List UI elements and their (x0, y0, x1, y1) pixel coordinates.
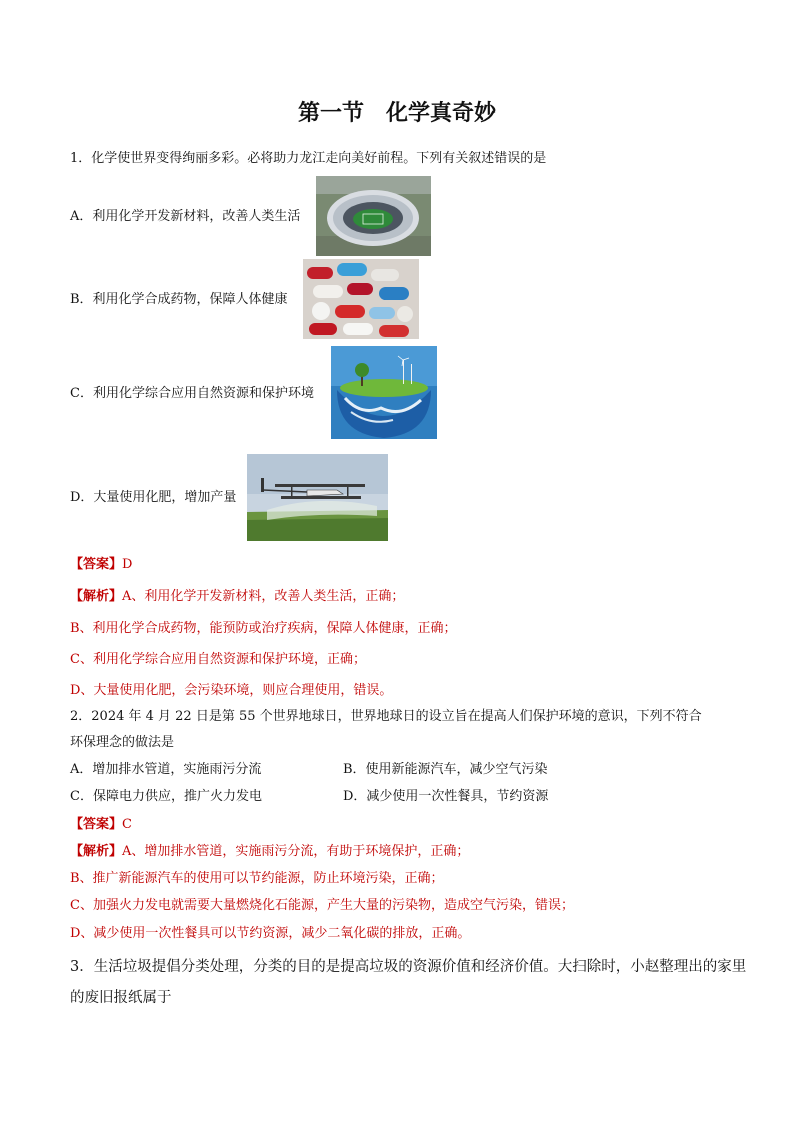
answer-tag: 【答案】 (70, 817, 123, 832)
crop-duster-plane-photo (247, 454, 388, 541)
analysis-tag: 【解析】 (70, 589, 123, 604)
pills-photo (303, 259, 419, 339)
q2-option-c: C．保障电力供应，推广火力发电 (70, 789, 262, 804)
q2-option-d: D．减少使用一次性餐具，节约资源 (343, 789, 549, 804)
answer-value: D (122, 557, 133, 572)
q2-analysis-line-2: B、推广新能源汽车的使用可以节约能源，防止环境污染，正确； (70, 871, 444, 886)
q1-option-d: D．大量使用化肥，增加产量 (70, 490, 237, 505)
q1-analysis-line-3: C、利用化学综合应用自然资源和保护环境，正确； (70, 652, 366, 667)
q2-analysis-line-3: C、加强火力发电就需要大量燃烧化石能源，产生大量的污染物，造成空气污染，错误； (70, 898, 574, 913)
q2-analysis-line-4: D、减少使用一次性餐具可以节约资源，减少二氧化碳的排放，正确。 (70, 926, 471, 941)
q2-option-b: B．使用新能源汽车，减少空气污染 (343, 762, 548, 777)
answer-tag: 【答案】 (70, 557, 123, 572)
q1-option-b: B．利用化学合成药物，保障人体健康 (70, 292, 288, 307)
earth-tree-photo (331, 346, 437, 439)
q1-analysis-line-4: D、大量使用化肥，会污染环境，则应合理使用，错误。 (70, 683, 393, 698)
q2-analysis-line-1 (70, 844, 469, 860)
q2-answer (70, 817, 132, 833)
q1-answer (70, 557, 132, 573)
q2-stem-line-1: 2．2024 年 4 月 22 日是第 55 个世界地球日，世界地球日的设立旨在提高人们保护环境的意识，下列不符合 (70, 709, 702, 724)
section-title: 第一节 化学真奇妙 (297, 101, 496, 126)
q1-analysis-line-1 (70, 589, 404, 605)
q1-stem: 1．化学使世界变得绚丽多彩。必将助力龙江走向美好前程。下列有关叙述错误的是 (70, 151, 547, 166)
q2-option-a: A．增加排水管道，实施雨污分流 (70, 762, 262, 777)
answer-value: C (122, 817, 132, 832)
analysis-text: A、利用化学开发新材料，改善人类生活，正确； (122, 589, 405, 604)
analysis-text: A、增加排水管道，实施雨污分流，有助于环境保护，正确； (122, 844, 470, 859)
analysis-tag: 【解析】 (70, 844, 123, 859)
q1-option-c: C．利用化学综合应用自然资源和保护环境 (70, 386, 314, 401)
q2-stem-line-2: 环保理念的做法是 (70, 735, 175, 750)
q3-stem-line-2: 的废旧报纸属于 (70, 990, 172, 1006)
stadium-photo (316, 176, 431, 256)
q1-analysis-line-2: B、利用化学合成药物，能预防或治疗疾病，保障人体健康，正确； (70, 621, 457, 636)
q1-option-a: A．利用化学开发新材料，改善人类生活 (70, 209, 301, 224)
q3-stem-line-1: 3．生活垃圾提倡分类处理，分类的目的是提高垃圾的资源价值和经济价值。大扫除时，小赵整理出的家里 (70, 959, 747, 975)
